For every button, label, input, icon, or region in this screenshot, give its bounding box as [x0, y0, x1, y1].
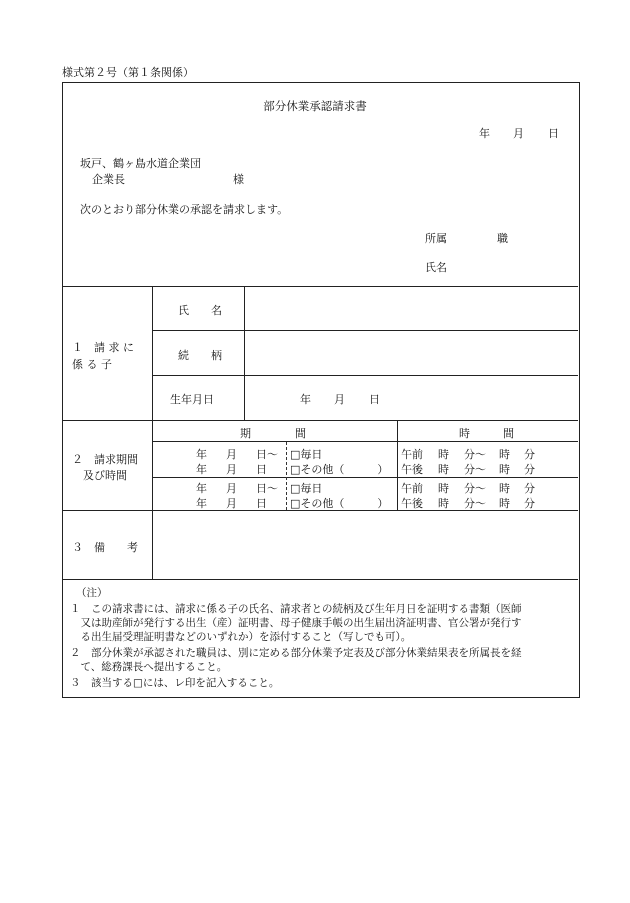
s2-row-year: 年 [196, 448, 207, 461]
form-title: 部分休業承認請求書 [263, 99, 367, 113]
s1-birth-month: 月 [334, 393, 345, 406]
s1-relation-label: 続 柄 [178, 349, 222, 362]
label-column-divider [152, 286, 153, 579]
date-day: 日 [548, 127, 559, 140]
note-line: １ この請求書には、請求に係る子の氏名、請求者との続柄及び生年月日を証明する書類（医師 [70, 603, 522, 615]
date-year: 年 [479, 127, 490, 140]
s2-row-day: 日～ [256, 482, 278, 495]
s1-birthdate-label: 生年月日 [170, 393, 214, 406]
s2-row-day: 日 [256, 463, 267, 476]
form-label: 様式第２号（第１条関係） [62, 66, 194, 79]
s2-dashed-divider [286, 442, 287, 510]
s2-row-month: 月 [226, 463, 237, 476]
s2-label-line2: 及び時間 [83, 469, 127, 482]
s2-row-day: 日 [256, 497, 267, 510]
recipient-org: 坂戸、鶴ヶ島水道企業団 [80, 157, 201, 170]
s2-row-min2: 分 [524, 482, 535, 495]
s2-row-min: 分～ [464, 463, 486, 476]
s2-row-ampm: 午前 [401, 482, 423, 495]
divider-s2-mid [152, 477, 578, 478]
s2-row-hour: 時 [438, 463, 449, 476]
s2-row-hour: 時 [438, 497, 449, 510]
s2-label-line1: ２ 請求期間 [72, 453, 138, 466]
s2-row-checkbox-label[interactable]: □毎日 [290, 482, 323, 495]
divider-s2-header [152, 441, 578, 442]
s2-row-year: 年 [196, 463, 207, 476]
s2-row-month: 月 [226, 448, 237, 461]
s3-remarks-label: ３ 備 考 [72, 541, 138, 554]
applicant-position-label: 職 [497, 232, 508, 245]
note-line: 又は助産師が発行する出生（産）証明書、母子健康手帳の出生届出済証明書、官公署が発行す [70, 617, 522, 629]
s2-row-min2: 分 [524, 463, 535, 476]
s1-field-divider [244, 286, 245, 420]
s2-header-period: 期 間 [240, 427, 306, 440]
s2-row-checkbox-label[interactable]: □毎日 [290, 448, 323, 461]
recipient-honorific: 様 [233, 173, 244, 186]
s2-row-ampm: 午前 [401, 448, 423, 461]
s1-birth-day: 日 [369, 393, 380, 406]
s1-birth-year: 年 [300, 393, 311, 406]
s2-row-min2: 分 [524, 448, 535, 461]
s2-row-year: 年 [196, 482, 207, 495]
note-line: て、総務課長へ提出すること。 [70, 661, 228, 673]
s2-row-ampm: 午後 [401, 463, 423, 476]
request-text: 次のとおり部分休業の承認を請求します。 [80, 203, 289, 216]
divider-s1-end [62, 420, 578, 421]
applicant-affiliation-label: 所属 [425, 232, 447, 245]
s2-row-min: 分～ [464, 448, 486, 461]
s2-row-month: 月 [226, 482, 237, 495]
s2-row-hour: 時 [438, 448, 449, 461]
notes-heading: （注） [76, 587, 108, 599]
s2-row-min: 分～ [464, 497, 486, 510]
s2-row-min2: 分 [524, 497, 535, 510]
divider-header [62, 286, 578, 287]
s2-row-hour2: 時 [499, 497, 510, 510]
s2-row-hour: 時 [438, 482, 449, 495]
divider-s3-end [62, 579, 578, 580]
applicant-name-label: 氏名 [425, 261, 447, 274]
s2-row-min: 分～ [464, 482, 486, 495]
recipient-role: 企業長 [92, 173, 125, 186]
s2-row-hour2: 時 [499, 463, 510, 476]
s2-row-day: 日～ [256, 448, 278, 461]
divider-s1-b [152, 375, 578, 376]
s2-period-time-divider [397, 420, 398, 510]
s1-label-line2: 係 る 子 [72, 358, 112, 371]
s2-row-year: 年 [196, 497, 207, 510]
note-line: ３ 該当する□には、レ印を記入すること。 [70, 677, 280, 689]
s1-name-label: 氏 名 [178, 304, 222, 317]
note-line: る出生届受理証明書などのいずれか）を添付すること（写しでも可）。 [70, 631, 412, 643]
divider-s1-a [152, 330, 578, 331]
note-line: ２ 部分休業が承認された職員は、別に定める部分休業予定表及び部分休業結果表を所属長を経 [70, 647, 522, 659]
s2-row-hour2: 時 [499, 448, 510, 461]
s2-row-month: 月 [226, 497, 237, 510]
s2-row-checkbox-label[interactable]: □その他（ ） [290, 463, 389, 476]
date-month: 月 [513, 127, 524, 140]
s2-row-hour2: 時 [499, 482, 510, 495]
s2-header-time: 時 間 [459, 427, 514, 440]
s2-row-checkbox-label[interactable]: □その他（ ） [290, 497, 389, 510]
s2-row-ampm: 午後 [401, 497, 423, 510]
s1-label-line1: １ 請 求 に [72, 341, 134, 354]
